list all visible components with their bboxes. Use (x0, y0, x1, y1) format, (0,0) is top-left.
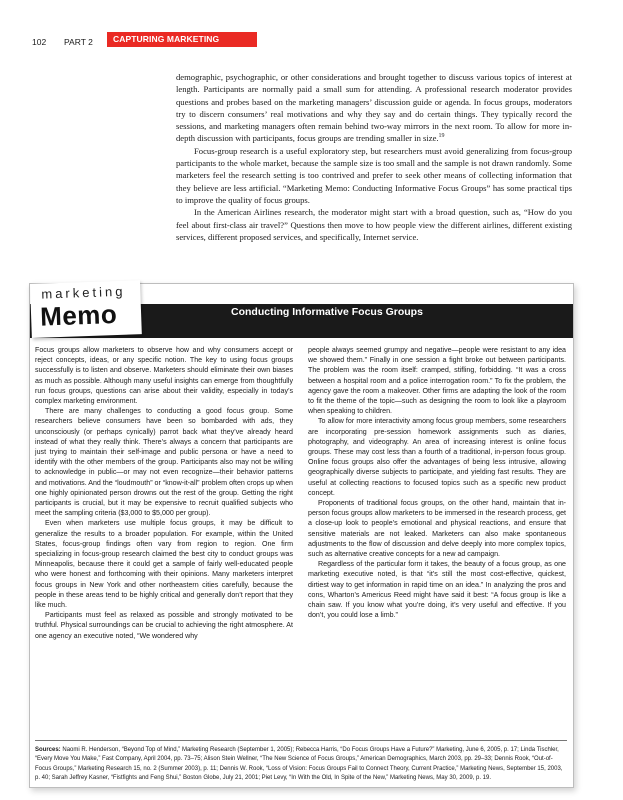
memo-paragraph: Participants must feel as relaxed as possible and strongly motivated to be truthful. Physical surroundings can be crucial to achieving the right atmosphere. At one agency an executive noted, “We wondered why (35, 611, 293, 640)
part-label: PART 2 (64, 37, 93, 47)
logo-big-text: Memo (39, 298, 118, 332)
marketing-memo-logo (30, 280, 142, 338)
memo-paragraph: Focus groups allow marketers to observe how and why consumers accept or reject concepts, ideas, or any specific notion. The key to using focus groups successfully is to listen and observe. Marketers should eliminate their own biases as much as possible. Although many useful insights can emerge from thoughtfully run focus groups, questions can arise about their validity, especially in today’s complex marketing environment. (35, 346, 293, 406)
paragraph: In the American Airlines research, the moderator might start with a broad question, such as, “How do you feel about first-class air travel?” Questions then move to how people view the different airlines, different existing services, different proposed services, and specifically, Internet service. (176, 207, 572, 242)
sources-label: Sources: (35, 747, 61, 753)
memo-sources (35, 740, 567, 784)
memo-title: Conducting Informative Focus Groups (231, 306, 423, 318)
logo-small-text: marketing (41, 283, 126, 302)
memo-paragraph: Regardless of the particular form it takes, the beauty of a focus group, as one marketing executive noted, is that “it’s still the most cost-effective, quickest, dirtiest way to get information in rapid time on an idea.” In analyzing the pros and cons, Wharton’s Americus Reed might have said it best: “A focus group is like a chain saw. If you know what you’re doing, it’s very useful and effective. If you don’t, you could lose a limb.” (308, 560, 566, 620)
paragraph: Focus-group research is a useful exploratory step, but researchers must avoid generalizing from focus-group participants to the whole market, because the sample size is too small and the sample is not drawn randomly. Some marketers feel the research setting is too contrived and prefer to seek other means of collecting information that they believe are less artificial. “Marketing Memo: Conducting Informative Focus Groups” has some practical tips to improve the quality of focus groups. (176, 145, 572, 205)
footnote-ref: 19 (438, 133, 445, 140)
memo-column-right (308, 345, 566, 620)
page-number: 102 (32, 37, 47, 47)
body-text (176, 71, 572, 243)
marketing-memo-box (29, 283, 574, 788)
sources-text: Naomi R. Henderson, “Beyond Top of Mind,” Marketing Research (September 1, 2005); Rebecca Harris, “Do Focus Groups Have a Future?” Marketing, June 6, 2005, p. 17; Linda Tischler, “Every Move You Make,” Fast Company, April 2004, pp. 73–75; Alison Stein Wellner, “The New Science of Focus Groups,” American Demographics, March 2003, pp. 29–33; Dennis Rook, “Out-of-Focus Groups,” Marketing Research 15, no. 2 (Summer 2003), p. 11; Dennis W. Rook, “Loss of Vision: Focus Groups Fail to Connect Theory, Current Practice,” Marketing News, September 15, 2003, p. 40; Sarah Jeffrey Kasner, “Fistfights and Feng Shui,” Boston Globe, July 21, 2001; Piet Levy, “In With the Old, In Spite of the New,” Marketing News, May 30, 2009, p. 19. (35, 747, 563, 782)
memo-column-left (35, 345, 293, 641)
section-tab: CAPTURING MARKETING INSIGHTS (107, 32, 257, 47)
memo-paragraph: Proponents of traditional focus groups, on the other hand, maintain that in-person focus groups allow marketers to be immersed in the research process, get a close-up look to people’s emotional and physical reactions, and ensure that sensitive materials are not leaked. Marketers can also make spontaneous adjustments to the flow of discussion and delve deeply into more complex topics, such as alternative creative concepts for a new ad campaign. (308, 499, 566, 559)
memo-paragraph: There are many challenges to conducting a good focus group. Some researchers believe consumers have been so bombarded with ads, they unconsciously (or perhaps cynically) parrot back what they’ve already heard instead of what they really think. There’s always a concern that participants are just trying to maintain their self-image and public persona or have a need to identify with the other members of the group. Participants also may not be willing to acknowledge in public—or may not even recognize—their behavior patterns and motivations. And the “loudmouth” or “know-it-all” problem often crops up when one highly opinionated person drowns out the rest of the group. Getting the right participants is crucial, but it may be expensive to recruit qualified subjects who meet the sampling criteria ($3,000 to $5,000 per group). (35, 407, 293, 518)
memo-paragraph: people always seemed grumpy and negative—people were resistant to any idea we showed them.” Finally in one session a fight broke out between participants. The problem was the room itself: cramped, stifling, forbidding. “It was a cross between a hospital room and a police interrogation room.” To fix the problem, the agency gave the room a makeover. Other firms are adapting the look of the room to fit the theme of the topic—such as designing the room to look like a playroom when speaking to children. (308, 346, 566, 416)
paragraph-text: demographic, psychographic, or other considerations and brought together to discuss various topics of interest at length. Participants are normally paid a small sum for attending. A professional research moderator provides questions and probes based on the marketing managers’ discussion guide or agenda. In focus groups, moderators try to discern consumers’ real motivations and why they say and do certain things. They typically record the sessions, and marketing managers often remain behind two-way mirrors in the next room. To allow for more in-depth discussion with participants, focus groups are trending smaller in size. (176, 72, 572, 144)
paragraph (176, 71, 572, 145)
memo-paragraph: To allow for more interactivity among focus group members, some researchers are incorporating pre-session homework assignments such as diaries, photography, and videography. An area of increasing interest is online focus groups. These may cost less than a fourth of a traditional, in-person focus group. Online focus groups also offer the advantages of being less intrusive, allowing geographically diverse subjects to participate, and yielding fast results. They are useful at collecting reactions to focused topics such as a specific new product concept. (308, 417, 566, 497)
memo-paragraph: Even when marketers use multiple focus groups, it may be difficult to generalize the results to a broader population. For example, within the United States, focus-group findings often vary from region to region. One firm specializing in focus-group research claimed the best city to conduct groups was Minneapolis, because there it could get a sample of fairly well-educated people who were honest and forthcoming with their opinions. Many marketers interpret focus groups in New York and other northeastern cities carefully, because the people in these areas tend to be highly critical and generally don’t report that they like much. (35, 519, 293, 610)
